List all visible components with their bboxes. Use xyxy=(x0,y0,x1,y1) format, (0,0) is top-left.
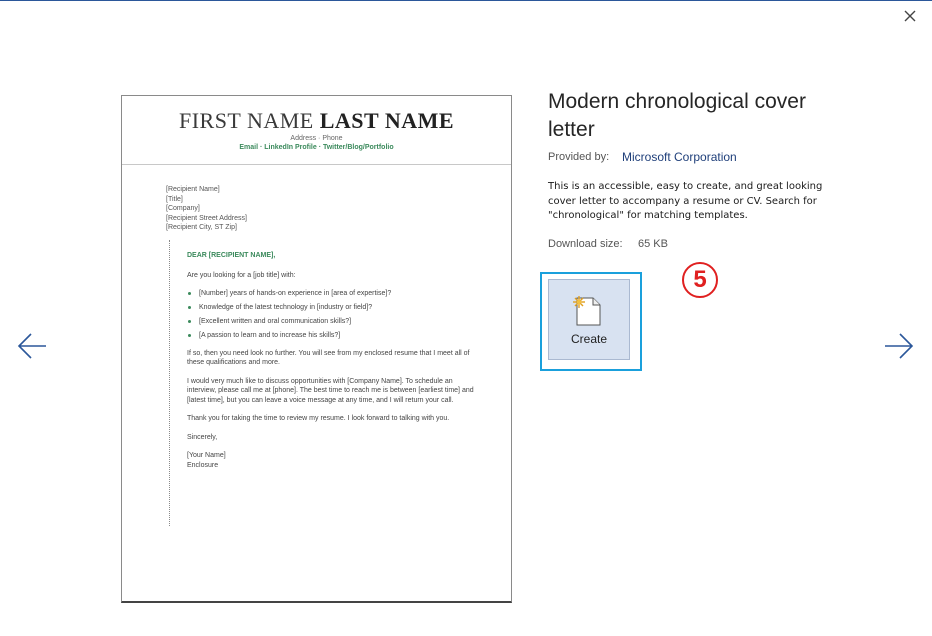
preview-paragraph-1: If so, then you need look no further. You will see from my enclosed resume that I meet all of these qualifications and more. xyxy=(187,349,470,366)
preview-intro: Are you looking for a [job title] with: xyxy=(187,271,296,279)
template-preview xyxy=(121,95,512,603)
preview-closing: Sincerely, xyxy=(187,433,218,441)
preview-first-name: FIRST NAME xyxy=(178,108,314,133)
provided-by-label: Provided by: xyxy=(548,151,610,163)
preview-bullet: [Number] years of hands-on experience in [area of expertise]? xyxy=(187,289,477,299)
preview-header-rule xyxy=(122,164,511,165)
preview-enclosure: Enclosure xyxy=(187,461,219,469)
preview-signature: [Your Name] xyxy=(187,452,226,459)
step-number-badge: 5 xyxy=(682,262,718,298)
preview-address: Address · Phone xyxy=(290,135,343,142)
arrow-left-icon xyxy=(17,330,49,362)
window-top-border xyxy=(0,0,932,1)
preview-greeting: DEAR [RECIPIENT NAME], xyxy=(187,252,276,259)
preview-recipient-line: [Company] xyxy=(166,205,200,212)
preview-recipient-line: [Recipient Name] xyxy=(166,186,220,193)
preview-last-name: LAST NAME xyxy=(319,108,455,133)
create-button-label: Create xyxy=(570,332,608,346)
preview-recipient-block xyxy=(166,185,247,233)
preview-bullet: Knowledge of the latest technology in [industry or field]? xyxy=(187,303,477,313)
preview-bullet: [Excellent written and oral communication skills?] xyxy=(187,317,477,327)
create-button[interactable] xyxy=(548,279,630,360)
arrow-right-icon xyxy=(882,330,914,362)
close-icon xyxy=(900,6,920,26)
preview-paragraph-2: I would very much like to discuss opportunities with [Company Name]. To schedule an interview, please call me at [phone]. The best time to reach me is between [earliest time] and [latest time], but you can leave a voice message at any time, and I will return your call. xyxy=(187,377,474,404)
close-button[interactable] xyxy=(900,6,920,26)
provider-name: Microsoft Corporation xyxy=(622,150,737,164)
download-size-value: 65 KB xyxy=(638,238,668,250)
template-description: This is an accessible, easy to create, and great looking cover letter to accompany a resume or CV. Search for "chronological" for matching templates. xyxy=(548,181,823,221)
preview-letter-body xyxy=(187,251,477,470)
preview-recipient-line: [Title] xyxy=(166,195,183,203)
preview-contact: Email · LinkedIn Profile · Twitter/Blog/Portfolio xyxy=(239,144,394,151)
preview-name xyxy=(122,108,511,134)
preview-paragraph-3: Thank you for taking the time to review my resume. I look forward to talking with you. xyxy=(187,415,450,422)
previous-template-button[interactable] xyxy=(17,330,49,362)
preview-dotted-rule xyxy=(169,240,170,526)
preview-recipient-line: [Recipient City, ST Zip] xyxy=(166,224,237,231)
download-size-label: Download size: xyxy=(548,238,623,250)
preview-recipient-line: [Recipient Street Address] xyxy=(166,214,247,222)
preview-bullet-list xyxy=(187,289,477,341)
template-title: Modern chronological cover letter xyxy=(548,90,806,141)
new-document-icon xyxy=(569,294,605,328)
next-template-button[interactable] xyxy=(882,330,914,362)
preview-bullet: [A passion to learn and to increase his skills?] xyxy=(187,331,477,341)
